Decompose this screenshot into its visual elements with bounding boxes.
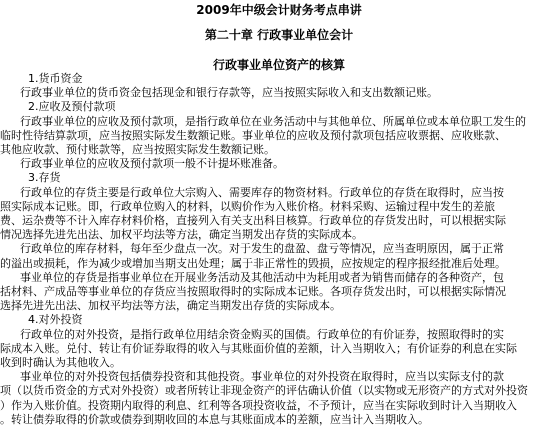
paragraph-line: 情况选择先进先出法、加权平均法等方法，确定当期发出存货的实际成本。 <box>0 228 363 242</box>
paragraph-line: 行政事业单位的应收及预付款项一般不计提坏账准备。 <box>20 157 284 171</box>
paragraph-line: 其他应收款、预付账款等，应当按照实际发生数额记账。 <box>0 143 275 157</box>
document-body <box>0 72 558 427</box>
paragraph-line: 的溢出或损耗，作为减少或增加当期支出处理；属于非正常性的毁损，应按规定的程序报经批准后处理。 <box>0 256 506 270</box>
document-header: 2009年中级会计财务考点串讲 <box>196 3 362 17</box>
paragraph-line: ）作为入账价值。投资期内取得的利息、红利等各项投资收益，不予预计，应当在实际收到时计入当期收入 <box>0 398 517 412</box>
paragraph-line: 照实际成本记账。即，行政单位购入的材料，以购价作为入账价格。材料采购、运输过程中发生的差旅 <box>0 199 495 213</box>
section-heading: 4.对外投资 <box>28 313 83 327</box>
paragraph-line: 行政事业单位的货币资金包括现金和银行存款等，应当按照实际收入和支出数额记账。 <box>20 86 438 100</box>
paragraph-line: 临时性待结算款项，应当按照实际发生数额记账。事业单位的应收及预付款项包括应收票据、应收账款、 <box>0 128 506 142</box>
section-heading: 2.应收及预付款项 <box>28 100 116 114</box>
paragraph-line: 行政单位的对外投资，是指行政单位用结余资金购买的国债。行政单位的有价证券，按照取得时的实 <box>20 327 504 341</box>
paragraph-line: 。转让债券取得的价款或债券到期收回的本息与其账面成本的差额，应当计入当期收入。 <box>0 412 429 426</box>
paragraph-line: 际成本入账。兑付、转让有价证券取得的收入与其账面价值的差额，计入当期收入；有价证券的利息在实际 <box>0 341 517 355</box>
paragraph-line: 收到时确认为其他收入。 <box>0 356 121 370</box>
section-heading: 3.存货 <box>28 171 61 185</box>
section-heading: 1.货币资金 <box>28 72 83 85</box>
paragraph-line: 项（以货币资金的方式对外投资）或者所转让非现金资产的评估确认价值（以实物或无形资产的方式对外投资 <box>0 384 528 398</box>
chapter-title: 第二十章 行政事业单位会计 <box>204 28 354 42</box>
paragraph-line: 行政单位的库存材料，每年至少盘点一次。对于发生的盘盈、盘亏等情况，应当查明原因，属于正常 <box>20 242 504 256</box>
paragraph-line: 选择先进先出法、加权平均法等方法，确定当期发出存货的实际成本。 <box>0 299 341 313</box>
section-title: 行政事业单位资产的核算 <box>212 58 345 72</box>
paragraph-line: 事业单位的存货是指事业单位在开展业务活动及其他活动中为耗用或者为销售而储存的各种资产，包 <box>20 270 504 284</box>
paragraph-line: 行政单位的存货主要是行政单位大宗购入、需要库存的物资材料。行政单位的存货在取得时，应当按 <box>20 185 504 199</box>
paragraph-line: 行政事业单位的应收及预付款项，是指行政单位在业务活动中与其他单位、所属单位或本单位职工发生的 <box>20 114 526 128</box>
paragraph-line: 括材料、产成品等事业单位的存货应当按照取得时的实际成本记账。各项存货发出时，可以根据实际情况 <box>0 285 506 299</box>
paragraph-line: 事业单位的对外投资包括债券投资和其他投资。事业单位的对外投资在取得时，应当以实际支付的款 <box>20 370 504 384</box>
paragraph-line: 费、运杂费等不计入库存材料价格，直接列入有关支出科目核算。行政单位的存货发出时，可以根据实际 <box>0 214 506 228</box>
